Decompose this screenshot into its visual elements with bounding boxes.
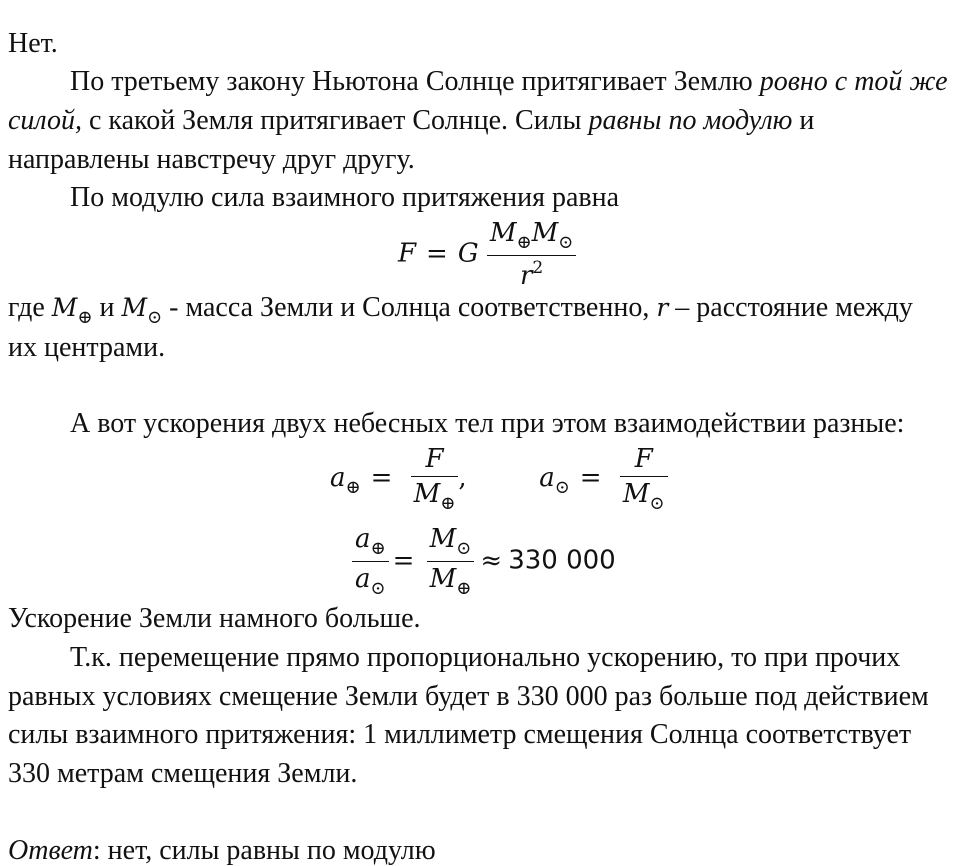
- paragraph-4: А вот ускорения двух небесных тел при этом взаимодействии разные:: [70, 408, 905, 439]
- formula-accel-ratio: $\frac{a_\oplus}{a_⊙}$ = $\frac{M_⊙}{M_\oplus}$ ≈ 330 000: [352, 524, 616, 599]
- final-answer: Ответ: нет, силы равны по модулю: [8, 835, 436, 866]
- final-answer-label: Ответ: [8, 835, 93, 866]
- accel-ratio-fraction: $\frac{a_\oplus}{a_⊙}$: [352, 524, 389, 599]
- paragraph-3-line-2: их центрами.: [8, 332, 166, 363]
- paragraph-1-line-1: По третьему закону Ньютона Солнце притягивает Землю ровно с той же: [70, 66, 948, 97]
- formula-accelerations: $a_\oplus$ = $\frac{F}{M_\oplus}$ , $a_⊙$ = $\frac{F}{M_⊙}$: [330, 444, 668, 514]
- paragraph-1-line-3: направлены навстречу друг другу.: [8, 144, 415, 175]
- earth-accel-fraction: $\frac{F}{M_\oplus}$: [411, 444, 459, 514]
- paragraph-3-line-1: где $M_\oplus$ и $M_⊙$ - масса Земли и Солнца соответственно, r – расстояние между: [8, 292, 913, 328]
- answer-short: Нет.: [8, 28, 58, 59]
- gravity-fraction: $\frac{M_\oplus M_⊙}{r^2}$: [487, 218, 576, 291]
- mass-ratio-fraction: $\frac{M_⊙}{M_\oplus}$: [427, 524, 475, 599]
- paragraph-6-line-2: равных условиях смещение Земли будет в 330 000 раз больше под действием: [8, 681, 929, 712]
- paragraph-5: Ускорение Земли намного больше.: [8, 603, 421, 634]
- paragraph-6-line-1: Т.к. перемещение прямо пропорционально ускорению, то при прочих: [70, 642, 901, 673]
- formula-gravity-force: F = G $\frac{M_\oplus M_⊙}{r^2}$: [398, 218, 576, 291]
- paragraph-6-line-3: силы взаимного притяжения: 1 миллиметр смещения Солнца соответствует: [8, 719, 912, 750]
- paragraph-6-line-4: 330 метрам смещения Земли.: [8, 758, 358, 789]
- sun-accel-fraction: $\frac{F}{M_⊙}$: [620, 444, 668, 514]
- paragraph-1-line-2: силой, с какой Земля притягивает Солнце. Силы равны по модулю и: [8, 105, 815, 136]
- paragraph-2: По модулю сила взаимного притяжения равна: [70, 182, 620, 213]
